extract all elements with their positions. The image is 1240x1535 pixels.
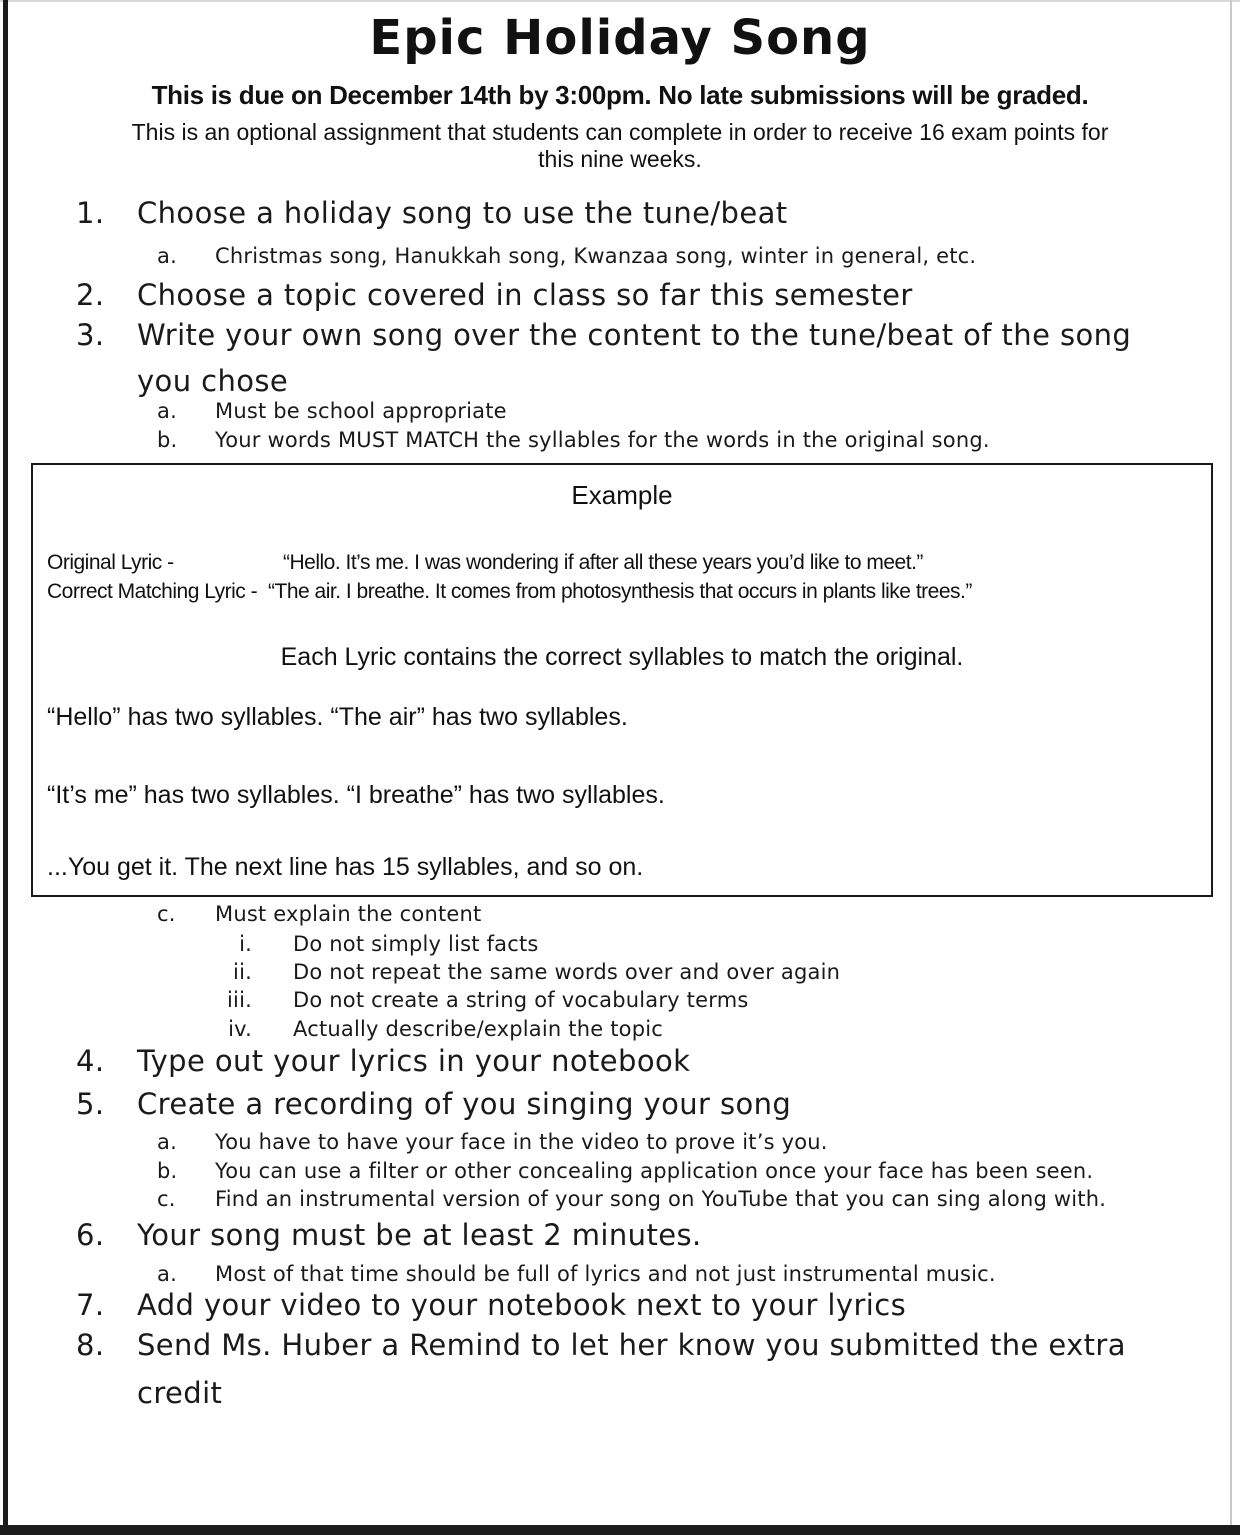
step-1-number: 1. (76, 196, 105, 230)
step-1-text: Choose a holiday song to use the tune/beat (137, 196, 788, 230)
step-3-roman-ii-label: ii. (233, 960, 252, 984)
step-3-sub-c-text: Must explain the content (215, 902, 482, 926)
step-3-roman-iv (0, 1016, 663, 1042)
original-lyric-row (47, 551, 1203, 575)
step-4 (0, 1044, 690, 1078)
step-3-number: 3. (76, 318, 105, 352)
original-lyric-quote: “Hello. It’s me. I was wondering if after all these years you’d like to meet.” (283, 551, 923, 574)
example-box (31, 463, 1213, 897)
step-8-number: 8. (76, 1328, 105, 1362)
step-5-sub-c-text: Find an instrumental version of your song on YouTube that you can sing along with. (215, 1187, 1107, 1211)
step-5-sub-a (0, 1129, 828, 1155)
step-5 (0, 1087, 791, 1121)
step-5-number: 5. (76, 1087, 105, 1121)
step-1 (0, 196, 788, 230)
step-3-sub-a-text: Must be school appropriate (215, 399, 507, 423)
example-explain-line: Each Lyric contains the correct syllables to match the original. (280, 643, 964, 671)
page-right-edge (1230, 0, 1232, 1535)
page-title: Epic Holiday Song (369, 10, 871, 66)
matching-lyric-label: Correct Matching Lyric - (47, 580, 258, 603)
original-lyric-label: Original Lyric - (47, 551, 174, 574)
step-3-roman-iv-label: iv. (228, 1017, 252, 1041)
step-2-text: Choose a topic covered in class so far this semester (137, 278, 913, 312)
step-3-roman-iii (0, 987, 749, 1013)
step-5-text: Create a recording of you singing your song (137, 1087, 792, 1121)
step-2-number: 2. (76, 278, 105, 312)
step-7-number: 7. (76, 1288, 105, 1322)
step-4-text: Type out your lyrics in your notebook (137, 1044, 691, 1078)
step-8 (0, 1328, 1126, 1362)
step-3-roman-ii-text: Do not repeat the same words over and over again (293, 960, 841, 984)
matching-lyric-quote: “The air. I breathe. It comes from photosynthesis that occurs in plants like trees.” (268, 580, 972, 603)
step-3-roman-iii-text: Do not create a string of vocabulary terms (293, 988, 749, 1012)
page-top-edge (0, 0, 1240, 2)
syllable-line-1: “Hello” has two syllables. “The air” has two syllables. (47, 703, 628, 731)
step-3-sub-a-label: a. (157, 399, 177, 423)
step-6-sub-a (0, 1261, 996, 1287)
step-3-roman-ii (0, 959, 840, 985)
step-8-text-line-1: Send Ms. Huber a Remind to let her know you submitted the extra (137, 1328, 1126, 1362)
step-3-roman-i (0, 931, 539, 957)
matching-lyric-row (47, 580, 1203, 604)
step-8-text-line-2: credit (137, 1376, 223, 1410)
step-3-roman-i-label: i. (239, 932, 252, 956)
step-5-sub-b-text: You can use a filter or other concealing application once your face has been seen. (215, 1159, 1094, 1183)
step-3-sub-b (0, 427, 990, 453)
page-bottom-edge (0, 1525, 1240, 1535)
step-2 (0, 278, 913, 312)
due-notice: This is due on December 14th by 3:00pm. No late submissions will be graded. (151, 80, 1089, 110)
step-1-sub-a (0, 243, 976, 269)
step-3-sub-c (0, 901, 481, 927)
step-5-sub-a-text: You have to have your face in the video to prove it’s you. (215, 1130, 828, 1154)
step-3-text-line-1: Write your own song over the content to the tune/beat of the song (137, 318, 1132, 352)
step-5-sub-b (0, 1158, 1093, 1184)
step-5-sub-c (0, 1186, 1106, 1212)
step-5-sub-c-label: c. (157, 1187, 176, 1211)
step-3-roman-iii-label: iii. (227, 988, 252, 1012)
example-box-title: Example (571, 480, 673, 510)
step-3-sub-b-text: Your words MUST MATCH the syllables for the words in the original song. (215, 428, 990, 452)
step-3-roman-i-text: Do not simply list facts (293, 932, 539, 956)
step-3-sub-c-label: c. (157, 902, 176, 926)
syllable-line-3: ...You get it. The next line has 15 syllables, and so on. (47, 853, 644, 881)
step-7 (0, 1288, 906, 1322)
step-3 (0, 318, 1131, 352)
step-1-sub-a-text: Christmas song, Hanukkah song, Kwanzaa song, winter in general, etc. (215, 244, 977, 268)
step-6-sub-a-text: Most of that time should be full of lyrics and not just instrumental music. (215, 1262, 996, 1286)
step-6 (0, 1218, 702, 1252)
step-4-number: 4. (76, 1044, 105, 1078)
step-5-sub-b-label: b. (157, 1159, 178, 1183)
step-3-sub-a (0, 398, 507, 424)
step-6-text: Your song must be at least 2 minutes. (137, 1218, 702, 1252)
step-1-sub-a-label: a. (157, 244, 177, 268)
step-3-sub-b-label: b. (157, 428, 178, 452)
intro-line-2: this nine weeks. (538, 146, 702, 172)
step-3-text-line-2: you chose (137, 364, 289, 398)
intro-line-1: This is an optional assignment that students can complete in order to receive 16 exam points for (131, 119, 1109, 145)
step-6-number: 6. (76, 1218, 105, 1252)
step-3-roman-iv-text: Actually describe/explain the topic (293, 1017, 664, 1041)
syllable-line-2: “It’s me” has two syllables. “I breathe” has two syllables. (47, 781, 665, 809)
step-6-sub-a-label: a. (157, 1262, 177, 1286)
step-7-text: Add your video to your notebook next to your lyrics (137, 1288, 907, 1322)
step-5-sub-a-label: a. (157, 1130, 177, 1154)
